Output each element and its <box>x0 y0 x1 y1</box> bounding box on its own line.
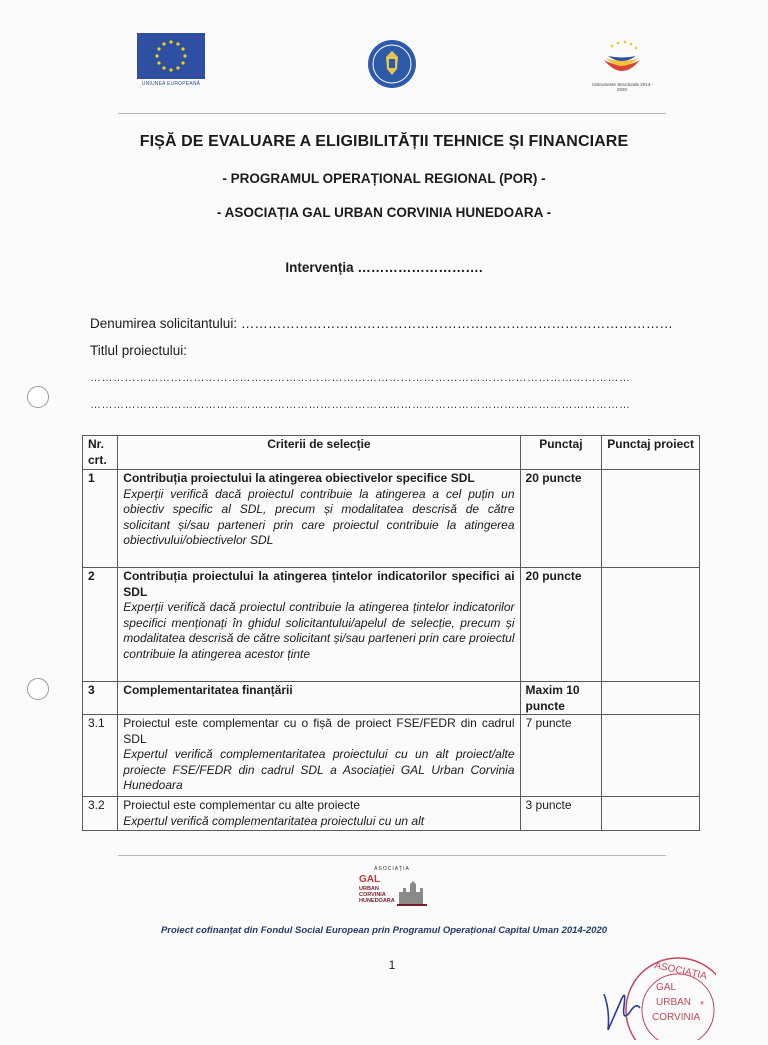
eu-flag-logo <box>137 33 205 79</box>
criteria-cell <box>118 715 520 797</box>
project-score-cell[interactable] <box>602 797 700 831</box>
structural-instruments-caption: Instrumente Structurale 2014-2020 <box>592 82 652 92</box>
cofinance-statement: Proiect cofinanțat din Fondul Social European prin Programul Operațional Capital Uman 2014-2020 <box>160 925 608 936</box>
criteria-description: Experții verifică dacă proiectul contribuie la atingerea a cel puțin un obiectiv specific al SDL, precum și modalitatea descrisă de către solicitant și/sau parteneri prin care proiectul contribuie la atingerea obiectivului/obiectivelor SDL <box>123 486 515 547</box>
stamp-line-3: CORVINIA <box>652 1012 701 1023</box>
criteria-cell <box>118 568 520 682</box>
score-cell: 20 puncte <box>520 568 602 682</box>
criteria-title: Contribuția proiectului la atingerea obiectivelor specifice SDL <box>123 471 475 485</box>
applicant-name-field: Denumirea solicitantului: …………………………………………………………………………………… <box>90 316 673 331</box>
punch-hole <box>27 386 49 408</box>
gal-logo-main-text: GAL <box>359 874 381 885</box>
score-cell: 7 puncte <box>520 715 602 797</box>
criteria-title: Proiectul este complementar cu alte proiecte <box>123 798 361 812</box>
header-score: Punctaj <box>520 436 602 470</box>
criteria-title: Complementaritatea finanțării <box>123 683 293 697</box>
table-row <box>83 797 700 831</box>
structural-instruments-logo <box>598 38 646 80</box>
row-number: 2 <box>83 568 118 682</box>
gal-logo-top-text: ASOCIAȚIA <box>374 866 410 872</box>
header-divider <box>118 113 666 114</box>
project-title-line-2: …………………………………………………………………………………………………………………………… <box>90 399 631 411</box>
stamp-line-1: GAL <box>656 982 677 993</box>
intervention-field: Intervenția ………………………. <box>285 260 483 275</box>
footer-divider <box>118 855 666 856</box>
criteria-title: Proiectul este complementar cu o fișă de proiect FSE/FEDR din cadrul SDL <box>123 716 515 746</box>
page-number: 1 <box>388 958 396 972</box>
table-row <box>83 568 700 682</box>
project-score-cell[interactable] <box>602 682 700 715</box>
row-number: 1 <box>83 470 118 568</box>
project-score-cell[interactable] <box>602 568 700 682</box>
gal-urban-corvinia-logo <box>355 866 429 914</box>
criteria-cell <box>118 797 520 831</box>
score-cell: 3 puncte <box>520 797 602 831</box>
document-title: FIȘĂ DE EVALUARE A ELIGIBILITĂȚII TEHNICE ȘI FINANCIARE <box>139 133 629 150</box>
castle-icon <box>397 880 427 906</box>
project-score-cell[interactable] <box>602 470 700 568</box>
svg-text:*: * <box>700 1000 704 1011</box>
gal-logo-sub-text: URBAN CORVINIA HUNEDOARA <box>359 886 395 904</box>
criteria-title: Contribuția proiectului la atingerea țintelor indicatorilor specifici ai SDL <box>123 569 515 599</box>
row-number: 3.1 <box>83 715 118 797</box>
government-seal-logo <box>367 39 417 89</box>
criteria-cell <box>118 470 520 568</box>
project-title-line-1: …………………………………………………………………………………………………………………………… <box>90 372 631 384</box>
stamp-top-text: ASOCIAȚIA <box>653 960 708 983</box>
row-number: 3 <box>83 682 118 715</box>
criteria-description: Expertul verifică complementaritatea proiectului cu un alt proiect/alte proiecte FSE/FEDR din cadrul SDL a Asociației GAL Urban Corvinia Hunedoara <box>123 747 515 792</box>
signature <box>604 994 640 1030</box>
stamp-line-2: URBAN <box>656 997 692 1008</box>
header-criteria: Criterii de selecție <box>118 436 520 470</box>
table-row <box>83 682 700 715</box>
criteria-description: Expertul verifică complementaritatea proiectului cu un alt <box>123 813 425 828</box>
header-nr: Nr. crt. <box>83 436 118 470</box>
table-row <box>83 470 700 568</box>
program-subtitle: - PROGRAMUL OPERAȚIONAL REGIONAL (POR) - <box>222 171 546 186</box>
criteria-description: Experții verifică dacă proiectul contribuie la atingerea țintelor indicatorilor specifici menționați în ghidul solicitantului/apelul de selecție, precum și modalitatea descrisă de către solicitant și/sau parteneri prin care proiectul contribuie la atingerea acestor ținte <box>123 600 515 661</box>
project-score-cell[interactable] <box>602 715 700 797</box>
punch-hole <box>27 678 49 700</box>
eu-caption: UNIUNEA EUROPEANĂ <box>141 81 201 87</box>
association-stamp <box>596 950 716 1040</box>
row-number: 3.2 <box>83 797 118 831</box>
criteria-cell <box>118 682 520 715</box>
table-row <box>83 715 700 797</box>
association-subtitle: - ASOCIAȚIA GAL URBAN CORVINIA HUNEDOARA - <box>216 205 552 220</box>
table-header-row <box>83 436 700 470</box>
score-cell: Maxim 10 puncte <box>520 682 602 715</box>
header-project-score: Punctaj proiect <box>602 436 700 470</box>
project-title-label: Titlul proiectului: <box>90 343 188 358</box>
score-cell: 20 puncte <box>520 470 602 568</box>
selection-criteria-table <box>82 435 700 831</box>
